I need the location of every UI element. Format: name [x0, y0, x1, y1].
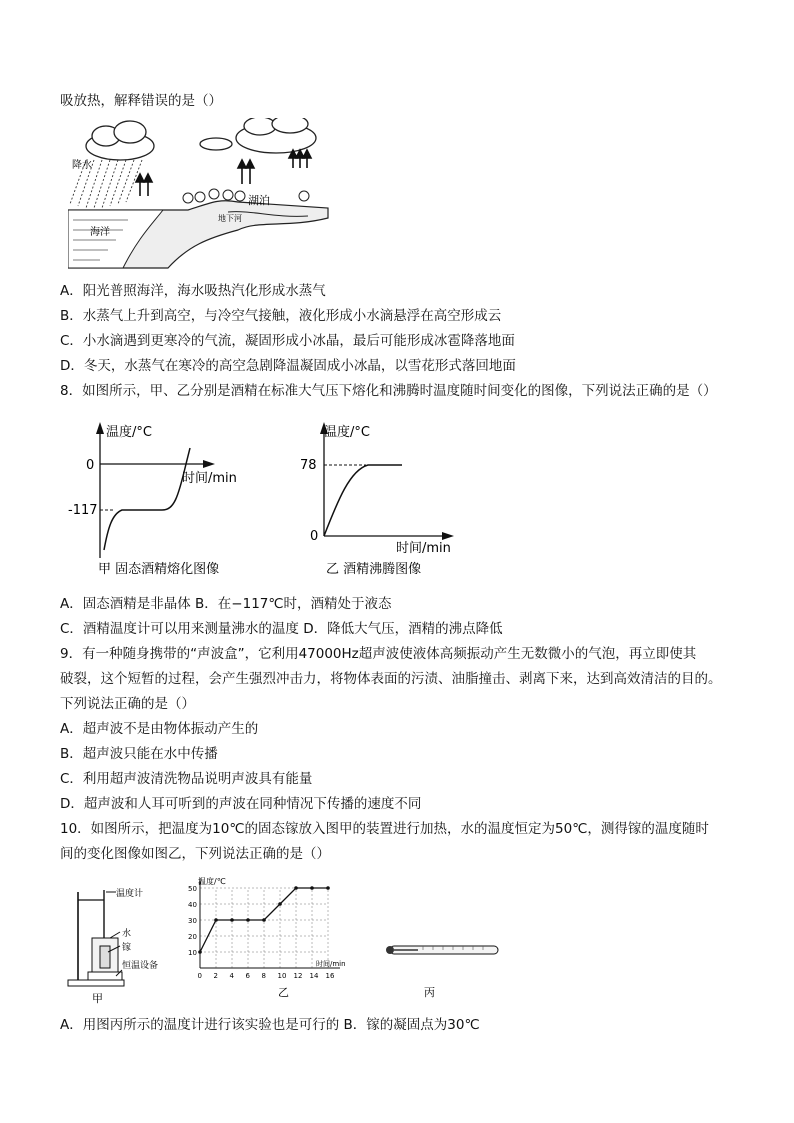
- chart-data-point: [198, 950, 202, 954]
- q9-stem-line-3: 下列说法正确的是（）: [60, 696, 195, 712]
- rain-label: 降水: [72, 160, 92, 171]
- chart-y-tick-label: 40: [188, 901, 197, 909]
- q8-option-cd: C．酒精温度计可以用来测量沸水的温度 D．降低大气压，酒精的沸点降低: [60, 621, 503, 637]
- q9-option-c: C．利用超声波清洗物品说明声波具有能量: [60, 771, 313, 787]
- q9-option-a: A．超声波不是由物体振动产生的: [60, 721, 259, 737]
- chart-x-tick-label: 12: [293, 972, 303, 980]
- thermometer-caption: 丙: [424, 986, 435, 999]
- chart-x-tick-label: 10: [277, 972, 287, 980]
- boiling-graph: [286, 418, 466, 580]
- chart-y-tick-label: 10: [188, 949, 197, 957]
- thermometer-figure: [378, 930, 508, 1005]
- underground-river-label: 地下河: [218, 214, 242, 223]
- chart-data-point: [214, 918, 218, 922]
- q7-option-c: C．小水滴遇到更寒冷的气流，凝固形成小冰晶，最后可能形成冰雹降落地面: [60, 333, 515, 349]
- chart-data-point: [262, 918, 266, 922]
- q8-option-ab: A．固态酒精是非晶体 B．在−117℃时，酒精处于液态: [60, 596, 392, 612]
- chart-x-tick-label: 2: [213, 972, 218, 980]
- boiling-curve: [324, 465, 402, 536]
- q7-stem-tail: 吸放热，解释错误的是（）: [60, 93, 222, 109]
- q7-option-d: D．冬天，水蒸气在寒冷的高空急剧降温凝固成小冰晶，以雪花形式落回地面: [60, 358, 516, 374]
- chart-data-point: [278, 902, 282, 906]
- chart-xlabel: 时间/min: [316, 960, 346, 968]
- q10-stem-line-1: 10．如图所示，把温度为10℃的固态镓放入图甲的装置进行加热，水的温度恒定为50℃，测得镓的温度随时: [60, 821, 709, 837]
- graph-b-tick-78: 78: [300, 458, 317, 473]
- chart-data-point: [310, 886, 314, 890]
- device-label: 恒温设备: [122, 961, 159, 971]
- lake-label: 湖泊: [248, 194, 270, 207]
- q9-stem-line-2: 破裂，这个短暂的过程，会产生强烈冲击力，将物体表面的污渍、油脂撞击、剥离下来，达到高效清洁的目的。: [60, 671, 722, 687]
- graph-b-caption: 乙 酒精沸腾图像: [326, 562, 422, 577]
- chart-ylabel: 温度/℃: [198, 877, 226, 886]
- chart-y-tick-label: 50: [188, 885, 197, 893]
- thermometer-label: 温度计: [116, 889, 144, 899]
- q7-option-a: A．阳光普照海洋，海水吸热汽化形成水蒸气: [60, 283, 326, 299]
- water-label: 水: [122, 929, 132, 939]
- chart-y-tick-label: 30: [188, 917, 197, 925]
- chart-data-point: [326, 886, 330, 890]
- chart-data-point: [294, 886, 298, 890]
- q10-stem-line-2: 间的变化图像如图乙，下列说法正确的是（）: [60, 846, 330, 862]
- ocean-label: 海洋: [90, 227, 110, 238]
- graph-a-xlabel: 时间/min: [182, 471, 237, 486]
- graph-a-caption: 甲 固态酒精熔化图像: [98, 562, 220, 577]
- q8-stem: 8．如图所示，甲、乙分别是酒精在标准大气压下熔化和沸腾时温度随时间变化的图像，下列说法正确的是（）: [60, 383, 717, 399]
- q10-option-ab: A．用图丙所示的温度计进行该实验也是可行的 B．镓的凝固点为30℃: [60, 1017, 480, 1033]
- graph-b-xlabel: 时间/min: [396, 541, 451, 556]
- gallium-label: 镓: [122, 943, 132, 953]
- graph-b-tick-0: 0: [310, 529, 319, 544]
- melting-graph: [62, 418, 242, 580]
- chart-data-point: [230, 918, 234, 922]
- apparatus-caption: 甲: [92, 992, 103, 1005]
- graph-a-tick-117: -117: [68, 503, 98, 518]
- melting-curve: [104, 448, 190, 550]
- chart-x-tick-label: 16: [325, 972, 335, 980]
- chart-x-tick-label: 6: [245, 972, 250, 980]
- graph-a-ylabel: 温度/°C: [106, 425, 152, 440]
- chart-x-tick-label: 14: [309, 972, 319, 980]
- chart-x-tick-label: 8: [261, 972, 266, 980]
- chart-data-point: [246, 918, 250, 922]
- q7-option-b: B．水蒸气上升到高空，与冷空气接触，液化形成小水滴悬浮在高空形成云: [60, 308, 502, 324]
- graph-b-ylabel: 温度/°C: [324, 425, 370, 440]
- graph-a-tick-0: 0: [86, 458, 95, 473]
- chart-x-tick-label: 0: [197, 972, 202, 980]
- chart-y-tick-label: 20: [188, 933, 197, 941]
- q9-stem-line-1: 9．有一种随身携带的“声波盒”，它利用47000Hz超声波使液体高频振动产生无数微小的气泡，再立即使其: [60, 646, 697, 662]
- gallium-temperature-chart: [182, 872, 362, 1007]
- q9-option-d: D．超声波和人耳可听到的声波在同种情况下传播的速度不同: [60, 796, 422, 812]
- chart-caption: 乙: [278, 986, 289, 999]
- apparatus-figure: [66, 880, 176, 1005]
- chart-x-tick-label: 4: [229, 972, 234, 980]
- q9-option-b: B．超声波只能在水中传播: [60, 746, 218, 762]
- water-cycle-figure: [68, 118, 338, 270]
